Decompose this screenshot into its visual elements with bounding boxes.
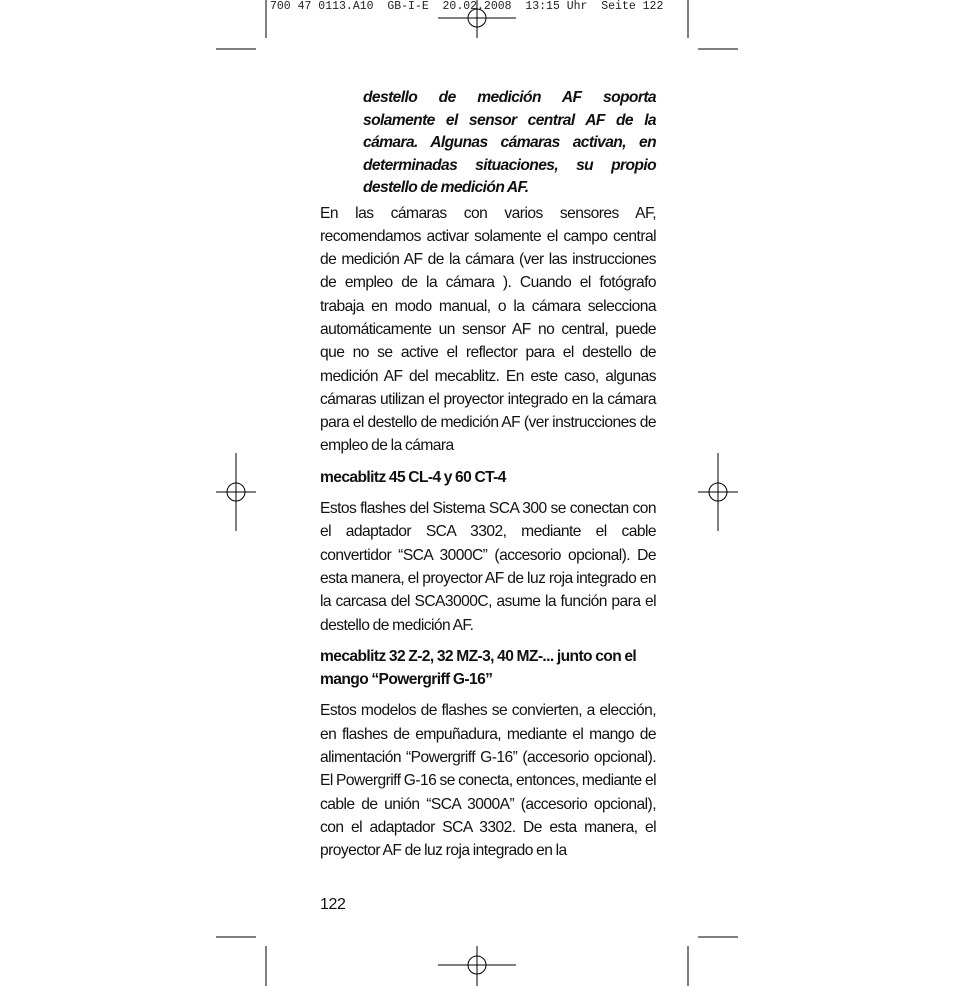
heading-mecablitz-powergriff: mecablitz 32 Z-2, 32 MZ-3, 40 MZ-... junto con el mango “Powergriff G-16” [320,647,637,689]
print-slug: 700 47 0113.A10 GB-I-E 20.02.2008 13:15 Uhr Seite 122 [270,0,664,13]
registration-mark-top [438,0,516,38]
page-body [320,87,656,863]
page-number: 122 [320,896,346,913]
heading-mecablitz-45-60: mecablitz 45 CL-4 y 60 CT-4 [320,468,506,486]
paragraph-powergriff: Estos modelos de flashes se convierten, a elección, en flashes de empuñadura, mediante el mango de alimentación “Powergriff G-16” (accesorio opcional). El Powergriff G-16 se conecta, entonces, mediante el cable de unión “SCA 3000A” (accesorio opcional), con el adaptador SCA 3302. De esta manera, el proyector AF de luz roja integrado en la [320,702,656,860]
registration-mark-left [216,453,256,531]
registration-mark-bottom [438,946,516,986]
paragraph-af-sensors: En las cámaras con varios sensores AF, recomendamos activar solamente el campo central de medición AF de la cámara (ver las instrucciones de empleo de la cámara ). Cuando el fotógrafo trabaja en modo manual, o la cámara selecciona automáticamente un sensor AF no central, puede que no se active el reflector para el destello de medición AF del mecablitz. En este caso, algunas cámaras utilizan el proyector integrado en la cámara para el destello de medición AF (ver instrucciones de empleo de la cámara [320,204,656,455]
paragraph-sca-300: Estos flashes del Sistema SCA 300 se conectan con el adaptador SCA 3302, mediante el cable convertidor “SCA 3000C” (accesorio opcional). De esta manera, el proyector AF de luz roja integrado en la carcasa del SCA3000C, asume la función para el destello de medición AF. [320,500,656,634]
registration-mark-right [698,453,738,531]
note-text: destello de medición AF soporta solamente el sensor central AF de la cámara. Algunas cámaras activan, en determinadas situaciones, su propio destello de medición AF. [363,89,656,196]
